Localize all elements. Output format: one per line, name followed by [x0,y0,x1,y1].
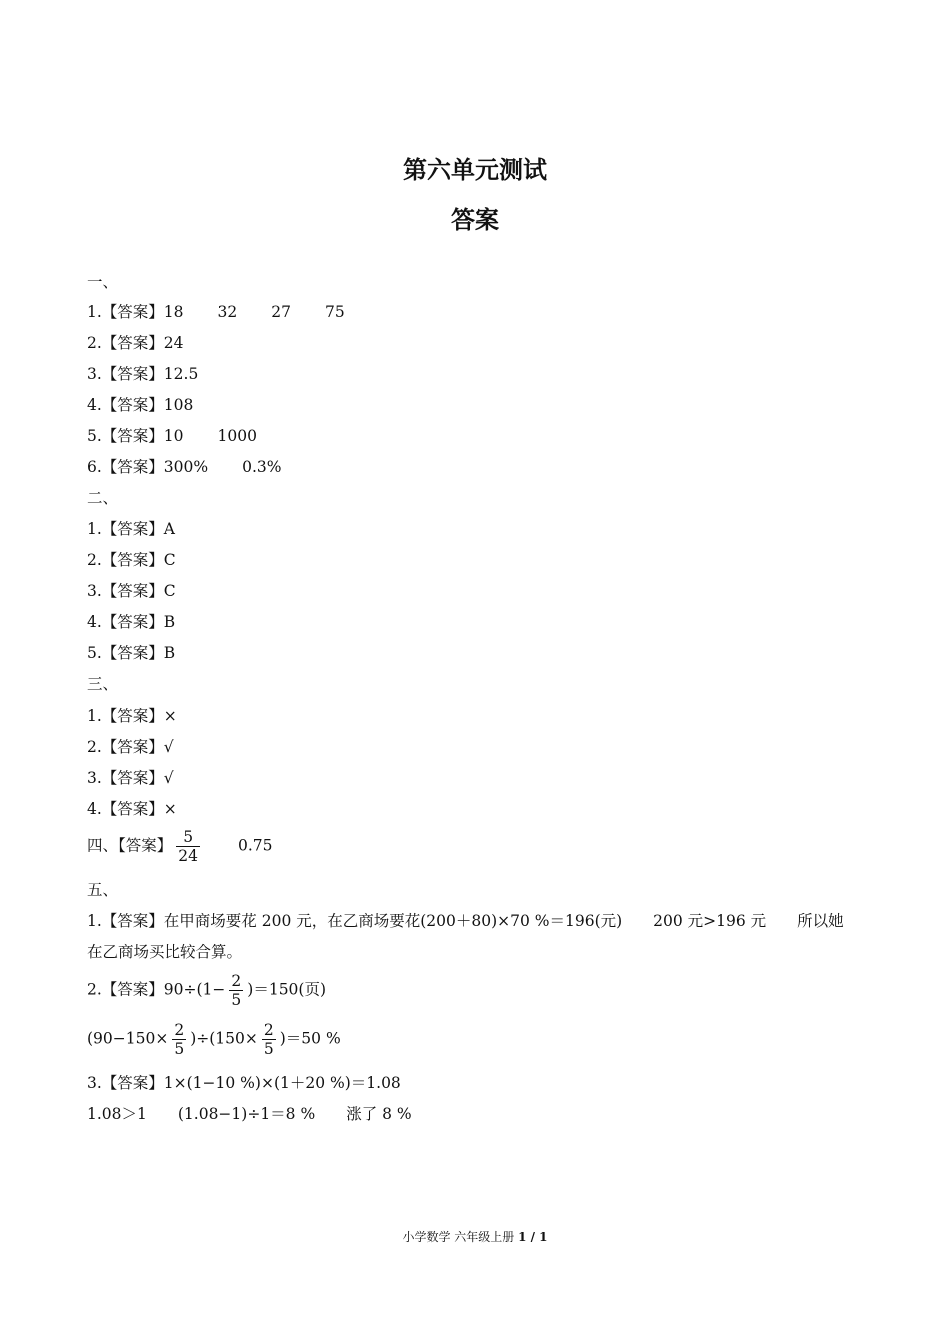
page-subtitle: 答案 [451,206,499,234]
fraction-denominator: 5 [174,1040,185,1058]
formula-part: (90−150× [87,1029,169,1048]
footer-text: 小学数学 六年级上册 [402,1230,519,1244]
answer-3-1 [87,706,177,726]
answer-3-2 [87,737,174,757]
answer-prefix: 3.【答案】 [87,769,164,787]
answer-1-5 [87,426,257,446]
answer-value: B [163,613,176,631]
answer-prefix: 5.【答案】 [87,427,164,445]
section-2-heading: 二、 [87,489,119,507]
page-title: 第六单元测试 [403,156,547,184]
answer-1-4 [87,395,193,415]
formula-part: )＝50 % [279,1029,341,1048]
answer-2-1 [87,519,175,539]
formula-part: 2.【答案】90÷(1− [87,980,226,999]
answer-prefix: 1.【答案】 [87,520,164,538]
fraction [172,1021,186,1058]
section-5-heading: 五、 [87,881,119,899]
answer-2-4 [87,612,175,632]
answer-1-1 [87,302,345,322]
answer-value: 12.5 [163,365,199,383]
fraction [229,972,243,1009]
answer-prefix: 3.【答案】 [87,365,164,383]
answer-value: 10 [163,427,184,445]
answer-value: A [163,520,175,538]
answer-prefix: 3.【答案】 [87,582,164,600]
fraction-denominator: 5 [231,991,242,1009]
answer-5-3-line2: 1.08＞1 (1.08−1)÷1＝8 % 涨了 8 % [87,1105,412,1123]
answer-5-2-line2 [87,1021,341,1058]
section-4-heading: 四、【答案】 [87,836,173,855]
answer-value: √ [163,769,174,787]
answer-value: 27 [271,303,291,321]
answer-prefix: 2.【答案】 [87,738,164,756]
answer-prefix: 2.【答案】 [87,334,164,352]
fraction-numerator: 2 [174,1021,185,1039]
fraction-numerator: 2 [231,972,242,990]
fraction [176,828,200,865]
answer-value: √ [163,738,174,756]
answer-prefix: 4.【答案】 [87,613,164,631]
fraction-numerator: 5 [176,828,200,847]
answer-value: 24 [163,334,184,352]
section-3-heading: 三、 [87,675,119,693]
answer-3-3 [87,768,174,788]
answer-1-6 [87,457,282,477]
formula-part: )÷(150× [190,1029,258,1048]
answer-value: C [163,551,176,569]
answer-prefix: 1.【答案】 [87,303,164,321]
answer-prefix: 4.【答案】 [87,800,164,818]
fraction-numerator: 2 [263,1021,274,1039]
answer-prefix: 2.【答案】 [87,551,164,569]
answer-prefix: 6.【答案】 [87,458,164,476]
fraction-denominator: 24 [178,847,198,865]
answer-value: × [163,707,177,725]
answer-value: 300% [163,458,209,476]
answer-2-3 [87,581,176,601]
answer-prefix: 5.【答案】 [87,644,164,662]
fraction [262,1021,276,1058]
answer-5-1-line1: 1.【答案】在甲商场要花 200 元，在乙商场要花(200＋80)×70 %＝196(元) 200 元>196 元 所以她 [87,912,844,930]
answer-5-2 [87,972,326,1009]
answer-value: × [163,800,177,818]
answer-prefix: 1.【答案】 [87,707,164,725]
answer-1-2 [87,333,184,353]
answer-value: 1000 [217,427,257,445]
formula-part: )＝150(页) [247,980,327,999]
answer-2-2 [87,550,176,570]
answer-5-1-line2: 在乙商场买比较合算。 [87,943,243,961]
answer-value: 108 [163,396,194,414]
answer-prefix: 4.【答案】 [87,396,164,414]
answer-5-3-line1: 3.【答案】1×(1−10 %)×(1＋20 %)＝1.08 [87,1074,401,1092]
answer-value: B [163,644,176,662]
fraction-denominator: 5 [263,1040,274,1058]
answer-value: 32 [217,303,238,321]
page-number: 1 / 1 [518,1230,548,1244]
section-4-answer [87,828,273,865]
answer-3-4 [87,799,177,819]
answer-value: 0.3% [242,458,282,476]
page-footer [0,1228,950,1245]
answer-2-5 [87,643,175,663]
section-1-heading: 一、 [87,273,119,291]
answer-value: 0.75 [238,836,273,855]
answer-value: 75 [325,303,345,321]
answer-value: 18 [163,303,184,321]
answer-value: C [163,582,176,600]
answer-1-3 [87,364,198,384]
